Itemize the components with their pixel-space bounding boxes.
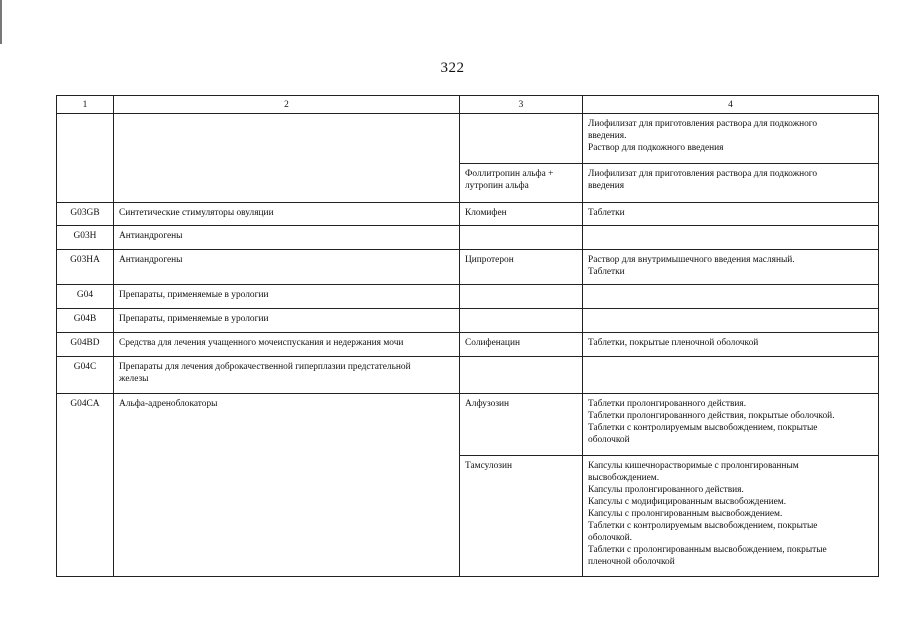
dosage-form-line: пленочной оболочкой xyxy=(588,557,675,567)
group-name-cell: Антиандрогены xyxy=(114,250,460,285)
substance-cell: Тамсулозин xyxy=(460,456,583,577)
dosage-form-line: Раствор для внутримышечного введения масляный. xyxy=(588,255,795,265)
page-number: 322 xyxy=(440,60,465,76)
substance-cell: Кломифен xyxy=(460,203,583,226)
dosage-forms-cell xyxy=(583,357,879,394)
group-name-cell: Средства для лечения учащенного мочеиспускания и недержания мочи xyxy=(114,333,460,357)
substance-cell xyxy=(460,226,583,250)
atc-code-cell xyxy=(57,114,114,203)
dosage-forms-cell xyxy=(583,203,879,226)
column-header-2: 2 xyxy=(114,96,460,114)
atc-code-cell: G04C xyxy=(57,357,114,394)
column-header-3: 3 xyxy=(460,96,583,114)
table-row xyxy=(57,250,879,285)
substance-line: лутропин альфа xyxy=(465,181,529,191)
group-name-cell: Препараты, применяемые в урологии xyxy=(114,309,460,333)
group-name-cell: Антиандрогены xyxy=(114,226,460,250)
atc-code-cell: G03H xyxy=(57,226,114,250)
substance-cell xyxy=(460,285,583,309)
substance-cell xyxy=(460,357,583,394)
atc-code-cell: G04BD xyxy=(57,333,114,357)
table-row xyxy=(57,394,879,456)
group-name-cell: Альфа-адреноблокаторы xyxy=(114,394,460,577)
dosage-form-line: Таблетки с пролонгированным высвобождением, покрытые xyxy=(588,545,827,555)
dosage-form-line: Таблетки пролонгированного действия. xyxy=(588,399,747,409)
dosage-forms-cell xyxy=(583,114,879,164)
dosage-form-line: Капсулы пролонгированного действия. xyxy=(588,485,744,495)
dosage-form-line: Капсулы кишечнорастворимые с пролонгированным xyxy=(588,461,799,471)
dosage-form-line: Таблетки, покрытые пленочной оболочкой xyxy=(588,338,759,348)
dosage-forms-cell xyxy=(583,285,879,309)
dosage-form-line: оболочкой. xyxy=(588,533,632,543)
substance-line: Фоллитропин альфа + xyxy=(465,169,554,179)
table-row xyxy=(57,285,879,309)
dosage-forms-cell xyxy=(583,309,879,333)
dosage-form-line: Лиофилизат для приготовления раствора для подкожного xyxy=(588,169,818,179)
dosage-form-line: Капсулы с пролонгированным высвобождением. xyxy=(588,509,783,519)
table-row xyxy=(57,309,879,333)
substance-cell: Алфузозин xyxy=(460,394,583,456)
group-name-cell xyxy=(114,114,460,203)
substance-cell xyxy=(460,114,583,164)
atc-code-cell: G04CA xyxy=(57,394,114,577)
substance-cell xyxy=(460,309,583,333)
dosage-forms-cell xyxy=(583,333,879,357)
dosage-form-line: Таблетки пролонгированного действия, покрытые оболочкой. xyxy=(588,411,835,421)
dosage-form-line: Таблетки с контролируемым высвобождением, покрытые xyxy=(588,521,818,531)
scan-edge-mark xyxy=(0,0,2,44)
dosage-forms-cell xyxy=(583,164,879,203)
dosage-form-line: оболочкой xyxy=(588,435,630,445)
substance-cell xyxy=(460,164,583,203)
dosage-form-line: Капсулы с модифицированным высвобождением. xyxy=(588,497,787,507)
drug-classification-table xyxy=(56,95,879,577)
column-header-4: 4 xyxy=(583,96,879,114)
dosage-form-line: Раствор для подкожного введения xyxy=(588,143,724,153)
group-name-cell xyxy=(114,357,460,394)
atc-code-cell: G04B xyxy=(57,309,114,333)
dosage-form-line: высвобождением. xyxy=(588,473,660,483)
group-name-line: Препараты для лечения доброкачественной гиперплазии предстательной xyxy=(119,362,411,372)
group-name-cell: Синтетические стимуляторы овуляции xyxy=(114,203,460,226)
column-header-1: 1 xyxy=(57,96,114,114)
dosage-forms-cell xyxy=(583,250,879,285)
substance-cell: Ципротерон xyxy=(460,250,583,285)
dosage-forms-cell xyxy=(583,394,879,456)
table-row xyxy=(57,114,879,164)
dosage-form-line: введения. xyxy=(588,131,627,141)
group-name-line: железы xyxy=(119,374,149,384)
atc-code-cell: G04 xyxy=(57,285,114,309)
dosage-form-line: Лиофилизат для приготовления раствора для подкожного xyxy=(588,119,818,129)
dosage-form-line: Таблетки с контролируемым высвобождением, покрытые xyxy=(588,423,818,433)
dosage-form-line: введения xyxy=(588,181,625,191)
table-row xyxy=(57,357,879,394)
table-row xyxy=(57,226,879,250)
atc-code-cell: G03GB xyxy=(57,203,114,226)
substance-cell: Солифенацин xyxy=(460,333,583,357)
dosage-forms-cell xyxy=(583,226,879,250)
table-header-row xyxy=(57,96,879,114)
dosage-form-line: Таблетки xyxy=(588,267,625,277)
dosage-form-line: Таблетки xyxy=(588,208,625,218)
table-row xyxy=(57,203,879,226)
table-row xyxy=(57,333,879,357)
dosage-forms-cell xyxy=(583,456,879,577)
atc-code-cell: G03HA xyxy=(57,250,114,285)
group-name-cell: Препараты, применяемые в урологии xyxy=(114,285,460,309)
